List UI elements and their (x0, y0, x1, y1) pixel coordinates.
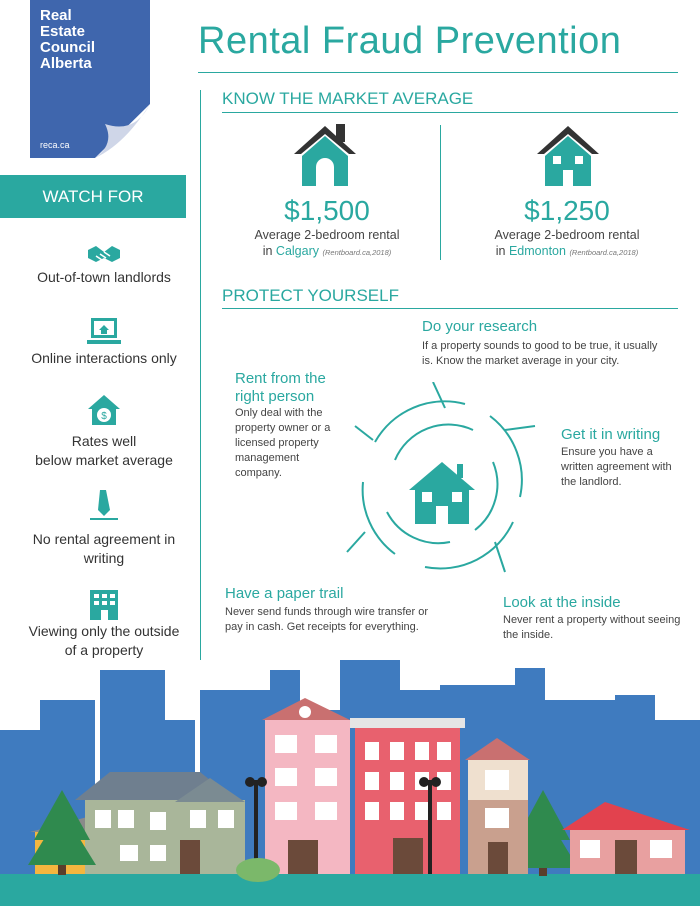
market-rule (222, 112, 678, 113)
handshake-icon (86, 238, 122, 272)
writing-title: Get it in writing (561, 426, 661, 443)
money-house-icon (86, 393, 122, 427)
page-curl-icon (95, 104, 150, 158)
watch-item-text: No rental agreement in writing (32, 531, 176, 566)
pink-building (262, 698, 350, 874)
grey-house (75, 772, 245, 874)
writing-text: Ensure you have a written agreement with the landlord. (561, 446, 672, 488)
research-title: Do your research (422, 318, 538, 335)
watch-item-text: Out-of-town landlords (37, 269, 171, 285)
inside-title: Look at the inside (503, 594, 621, 611)
page-title: Rental Fraud Prevention (198, 20, 622, 62)
market-heading: KNOW THE MARKET AVERAGE (222, 89, 474, 108)
right-person-title: Rent from the right person (235, 370, 326, 405)
research-text: If a property sounds to good to be true, it usually is. Know the market average in your city. (422, 340, 658, 367)
svg-text:$: $ (101, 411, 107, 422)
beige-house (465, 738, 530, 874)
city-skyline-illustration (0, 660, 700, 906)
edmonton-desc: Average 2-bedroom rental in Edmonton (Rentboard.ca,2018) (494, 228, 640, 258)
paper-trail-text: Never send funds through wire transfer or pay in cash. Get receipts for everything. (225, 606, 428, 633)
red-building (350, 718, 465, 874)
protect-rule (222, 308, 678, 309)
title-rule (198, 72, 678, 73)
watch-item-text: Rates well below market average (35, 433, 173, 468)
logo-url: reca.ca (40, 140, 70, 150)
protect-heading: PROTECT YOURSELF (222, 286, 399, 305)
edmonton-price: $1,250 (524, 195, 610, 226)
market-divider (440, 125, 441, 260)
logo-name: Real Estate Council Alberta (40, 7, 95, 72)
pen-signature-icon (86, 488, 122, 522)
watch-item-text: Viewing only the outside of a property (28, 623, 180, 658)
inside-text: Never rent a property without seeing the inside. (503, 614, 681, 641)
cycle-graphic (345, 382, 540, 592)
watch-for-heading: WATCH FOR (0, 175, 186, 218)
left-divider (200, 90, 201, 660)
watch-item-text: Online interactions only (31, 350, 177, 366)
building-icon (86, 588, 122, 622)
paper-trail-title: Have a paper trail (225, 585, 344, 602)
house-calgary-icon (292, 122, 358, 188)
calgary-price: $1,500 (284, 195, 370, 226)
calgary-desc: Average 2-bedroom rental in Calgary (Rentboard.ca,2018) (254, 228, 400, 258)
right-person-text: Only deal with the property owner or a licensed property management company. (235, 407, 331, 479)
laptop-icon (86, 315, 122, 349)
house-edmonton-icon (535, 122, 601, 188)
bush (236, 858, 280, 882)
